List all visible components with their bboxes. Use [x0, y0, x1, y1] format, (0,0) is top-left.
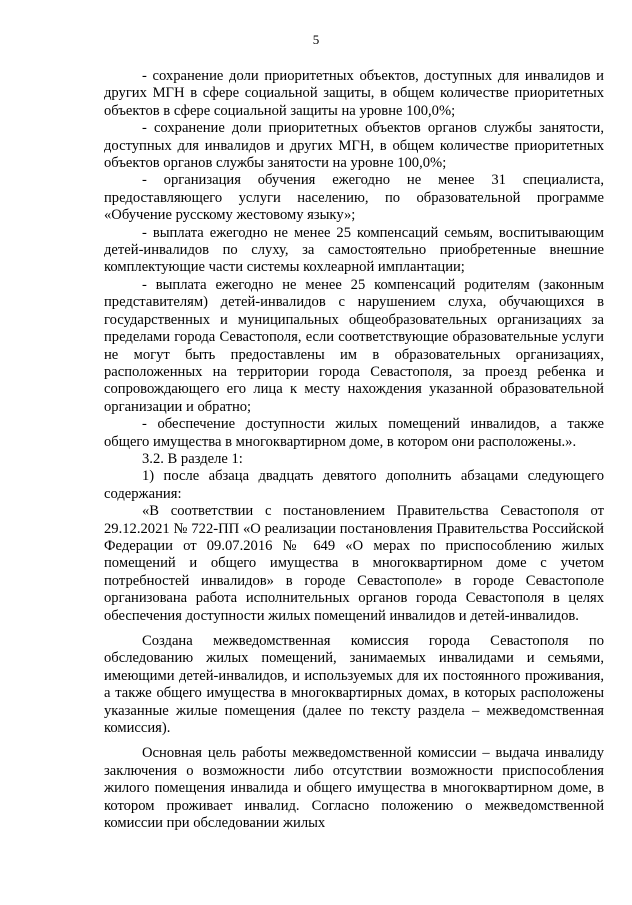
page-number: 5	[312, 32, 320, 47]
paragraph-travel-compensation: - выплата ежегодно не менее 25 компенсаций родителям (законным представителям) детей-инвалидов с нарушением слуха, обучающихся в государственных и муниципальных общеобразовательных организациях за пределами города Севастополя, если соответствующие образовательные услуги не могут быть предоставлены им в образовательных организациях, расположенных на территории города Севастополя, за проезд ребенка и сопровождающего его лица к месту нахождения указанной образовательной организации и обратно;	[104, 276, 604, 415]
paragraph-cochlear-compensation: - выплата ежегодно не менее 25 компенсаций семьям, воспитывающим детей-инвалидов по слуху, за самостоятельно приобретенные внешние комплектующие части системы кохлеарной имплантации;	[104, 224, 604, 276]
paragraph-housing-accessibility: - обеспечение доступности жилых помещений инвалидов, а также общего имущества в многоквартирном доме, в котором они расположены.».	[104, 416, 604, 450]
paragraph-employment-service: - сохранение доли приоритетных объектов органов службы занятости, доступных для инвалидов и других МГН, в общем количестве приоритетных объектов органов службы занятости на уровне 100,0%;	[104, 120, 604, 172]
paragraph-commission-created: Создана межведомственная комиссия города Севастополя по обследованию жилых помещений, занимаемых инвалидами и семьями, имеющими детей-инвалидов, и используемых для их постоянного проживания, а также общего имущества в многоквартирных домах, в которых расположены указанные жилые помещения (далее по тексту раздела – межведомственная комиссия).	[104, 633, 604, 737]
section-heading-3-2: 3.2. В разделе 1:	[142, 450, 243, 467]
paragraph-amendment-1: 1) после абзаца двадцать девятого дополнить абзацами следующего содержания:	[104, 468, 604, 502]
paragraph-commission-goal: Основная цель работы межведомственной комиссии – выдача инвалиду заключения о возможности либо отсутствии возможности приспособления жилого помещения инвалида и общего имущества в многоквартирном доме, в котором проживает инвалид. Согласно положению о межведомственной комиссии при обследовании жилых	[104, 745, 604, 832]
paragraph-sign-language-training: - организация обучения ежегодно не менее 31 специалиста, предоставляющего услуги населению, по образовательной программе «Обучение русскому жестовому языку»;	[104, 172, 604, 224]
paragraph-resolution-quote: «В соответствии с постановлением Правительства Севастополя от 29.12.2021 № 722-ПП «О реализации постановления Правительства Российской Федерации от 09.07.2016 № 649 «О мерах по приспособлению жилых помещений и общего имущества в многоквартирном доме с учетом потребностей инвалидов» в городе Севастополе» в городе Севастополе организована работа исполнительных органов города Севастополя в целях обеспечения доступности жилых помещений инвалидов и детей-инвалидов.	[104, 503, 604, 624]
paragraph-social-protection: - сохранение доли приоритетных объектов, доступных для инвалидов и других МГН в сфере социальной защиты, в общем количестве приоритетных объектов в сфере социальной защиты на уровне 100,0%;	[104, 68, 604, 119]
